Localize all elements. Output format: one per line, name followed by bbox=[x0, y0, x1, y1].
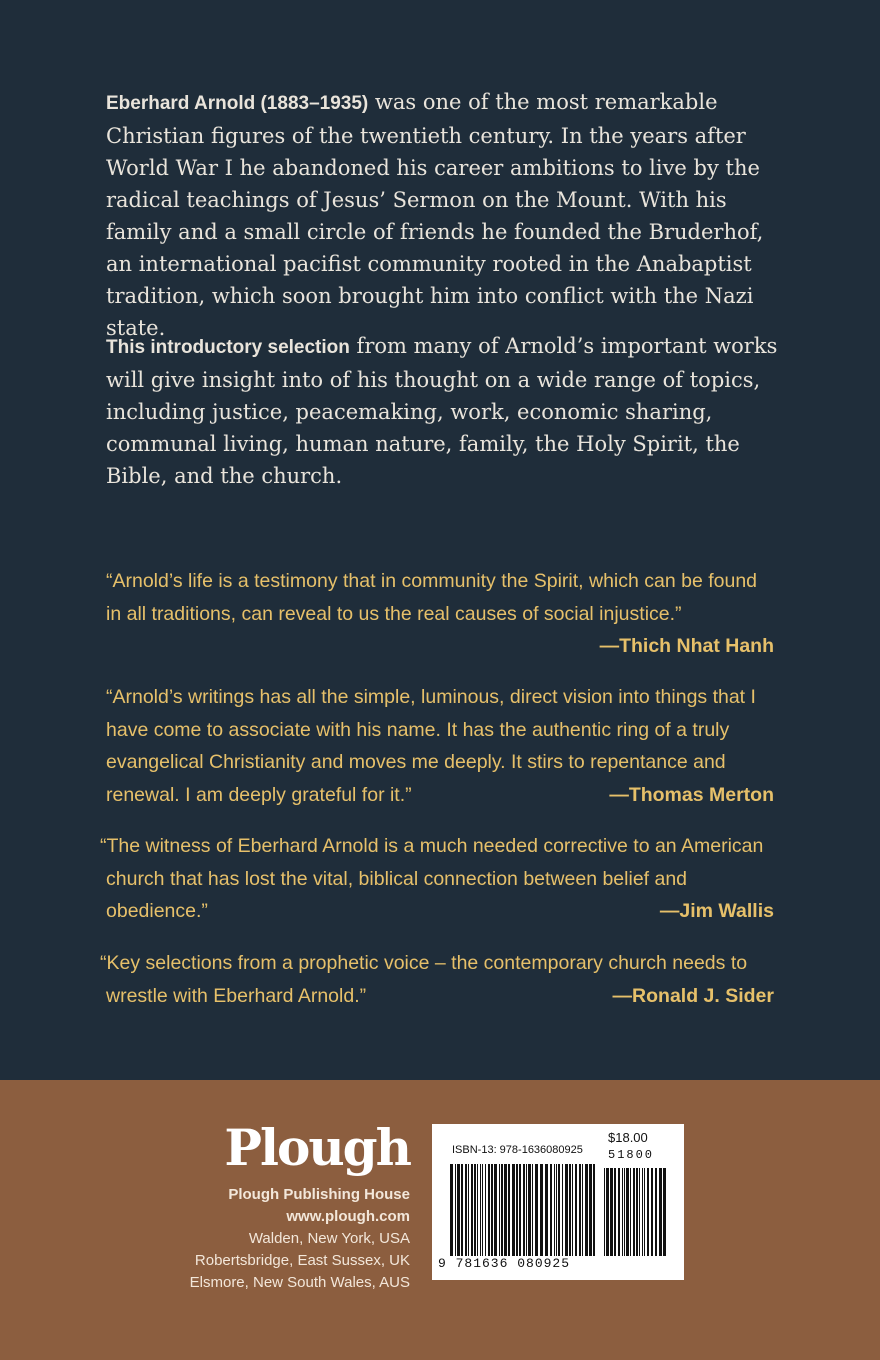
quote-attribution: —Jim Wallis bbox=[659, 900, 774, 922]
barcode-digits: 9 781636 080925 bbox=[438, 1256, 571, 1271]
quote-attribution: —Thich Nhat Hanh bbox=[599, 635, 774, 657]
publisher-website: www.plough.com bbox=[286, 1208, 410, 1225]
intro-paragraph-1 bbox=[106, 86, 786, 344]
isbn-barcode bbox=[432, 1124, 684, 1280]
price-label: $18.00 bbox=[608, 1130, 648, 1145]
quote-attribution: —Thomas Merton bbox=[609, 783, 774, 806]
main-barcode-bars bbox=[450, 1164, 596, 1256]
endorsement-quote-3 bbox=[100, 830, 774, 928]
intro-lead-author: Eberhard Arnold (1883–1935) bbox=[106, 93, 369, 114]
quote-text: “Arnold’s writings has all the simple, luminous, direct vision into things that I have come to associate with his name. It has the authentic ring of a truly evangelical Christianity and moves me deeply. It stirs to repentance and renewal. I am deeply grateful for it.” bbox=[106, 686, 756, 806]
intro-body-1: was one of the most remarkable Christian figures of the twentieth century. In the years after World War I he abandoned his career ambitions to live by the radical teachings of Jesus’ Sermon on the Mount. With his family and a small circle of friends he founded the Bruderhof, an international pacifist community rooted in the Anabaptist tradition, which soon brought him into conflict with the Nazi state. bbox=[106, 90, 764, 340]
price-addon-digits: 51800 bbox=[608, 1148, 655, 1162]
quote-text: “Arnold’s life is a testimony that in community the Spirit, which can be found in all traditions, can reveal to us the real causes of social injustice.” bbox=[106, 570, 758, 625]
publisher-location: Elsmore, New South Wales, AUS bbox=[189, 1274, 410, 1291]
addon-barcode-bars bbox=[604, 1168, 666, 1256]
endorsement-quote-4 bbox=[100, 947, 774, 1012]
quote-attribution: —Ronald J. Sider bbox=[612, 984, 774, 1007]
intro-lead-selection: This introductory selection bbox=[106, 337, 350, 358]
endorsement-quote-1 bbox=[106, 565, 774, 663]
endorsement-quote-2 bbox=[106, 681, 774, 811]
publisher-location: Robertsbridge, East Sussex, UK bbox=[194, 1252, 410, 1269]
plough-logo: Plough bbox=[224, 1118, 410, 1177]
intro-body-2: from many of Arnold’s important works will give insight into of his thought on a wide range of topics, including justice, peacemaking, work, economic sharing, communal living, human nature, family, the Holy Spirit, the Bible, and the church. bbox=[106, 334, 778, 488]
publisher-location: Walden, New York, USA bbox=[248, 1230, 410, 1247]
publisher-name: Plough Publishing House bbox=[228, 1186, 410, 1203]
quote-text: “The witness of Eberhard Arnold is a much needed corrective to an American church that has lost the vital, biblical connection between belief and obedience.” bbox=[100, 835, 764, 922]
publisher-info bbox=[190, 1184, 410, 1294]
isbn-label: ISBN-13: 978-1636080925 bbox=[452, 1144, 583, 1156]
intro-paragraph-2 bbox=[106, 330, 786, 492]
quote-text: “Key selections from a prophetic voice – the contemporary church needs to wrestle with Eberhard Arnold.” bbox=[100, 952, 748, 1007]
